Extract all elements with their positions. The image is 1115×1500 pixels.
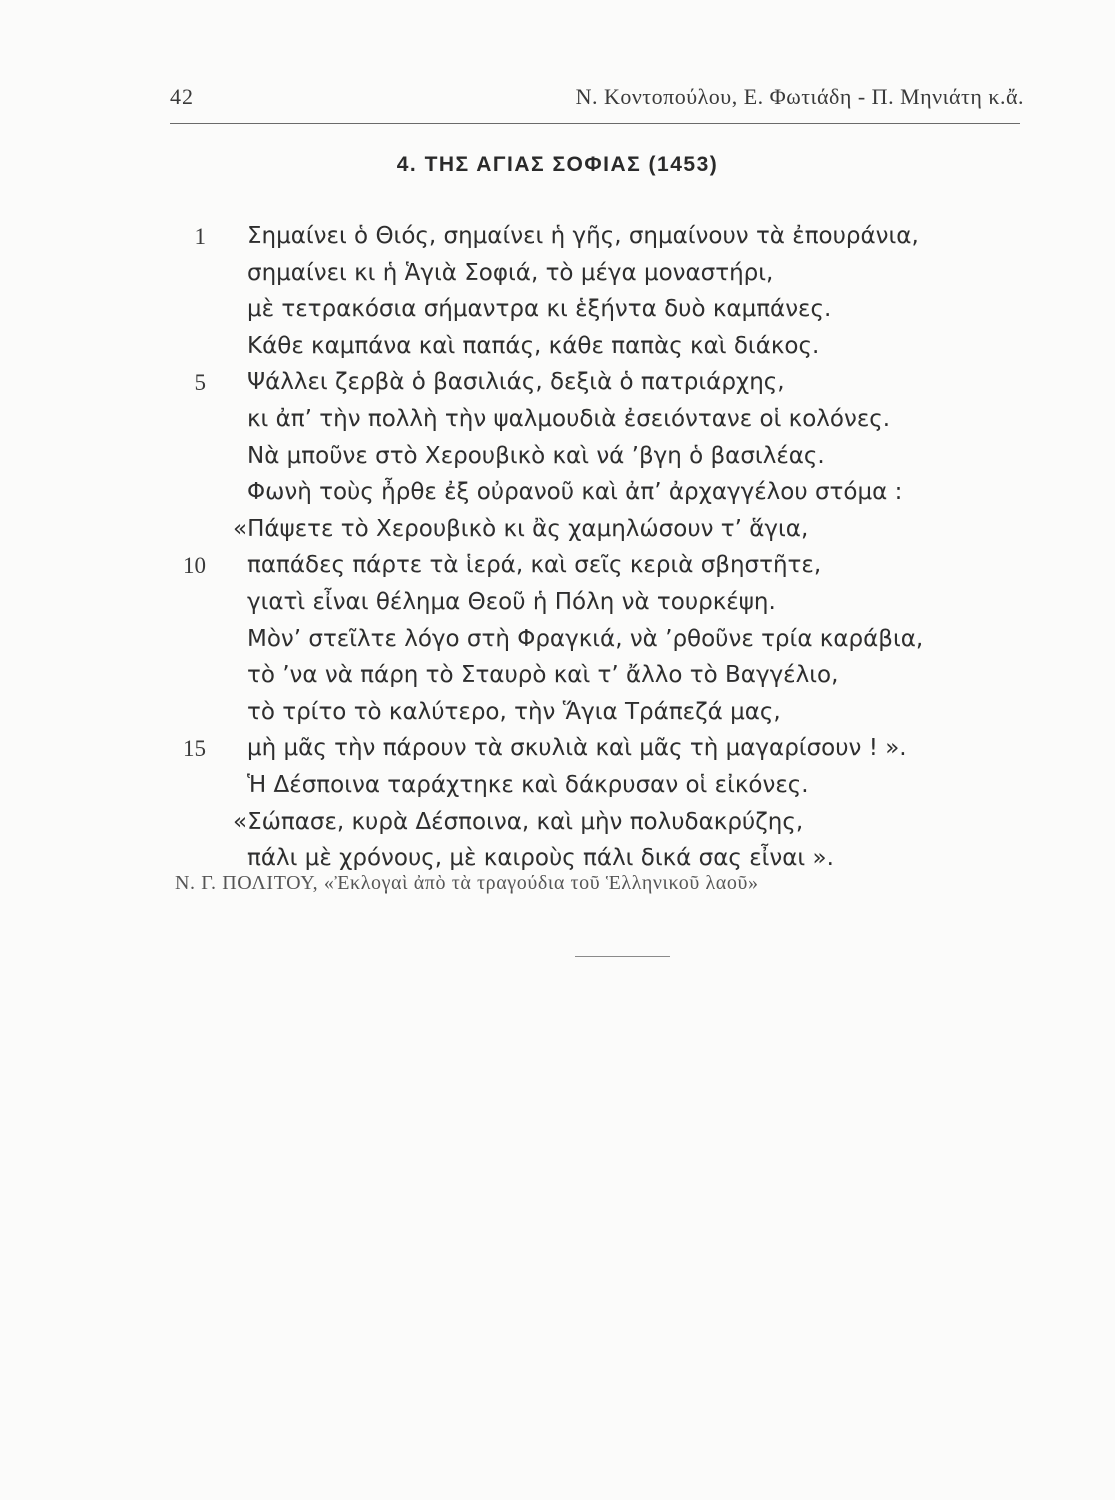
- verse-text: τὸ ’να νὰ πάρη τὸ Σταυρὸ καὶ τ’ ἄλλο τὸ Βαγγέλιο,: [247, 662, 839, 689]
- page-number: 42: [170, 84, 194, 109]
- verse-line: [0, 547, 1115, 584]
- verse-line: [0, 511, 1115, 548]
- verse-line: [0, 474, 1115, 511]
- end-rule: [575, 956, 670, 957]
- verse-line: [0, 401, 1115, 438]
- verse-line: [0, 218, 1115, 255]
- verse-text: γιατὶ εἶναι θέλημα Θεοῦ ἡ Πόλη νὰ τουρκέψη.: [247, 588, 776, 615]
- verse-line: [0, 328, 1115, 365]
- running-head: [170, 84, 1030, 114]
- verse-line: [0, 255, 1115, 292]
- verse-text: Σημαίνει ὁ Θιός, σημαίνει ἡ γῆς, σημαίνουν τὰ ἐπουράνια,: [247, 223, 919, 249]
- verse-text: σημαίνει κι ἡ Ἁγιὰ Σοφιά, τὸ μέγα μοναστήρι,: [247, 259, 774, 286]
- verse-line: [0, 730, 1115, 767]
- verse-text: Μὸν’ στεῖλτε λόγο στὴ Φραγκιά, νὰ ’ρθοῦνε τρία καράβια,: [247, 625, 924, 652]
- line-number: 5: [194, 370, 206, 396]
- verse-line: [0, 804, 1115, 841]
- line-number: 10: [183, 553, 206, 579]
- verse-line: [0, 657, 1115, 694]
- line-number: 15: [183, 736, 206, 762]
- verse-text: κι ἀπ’ τὴν πολλὴ τὴν ψαλμουδιὰ ἐσειόντανε οἱ κολόνες.: [247, 405, 891, 432]
- verse-text: «Σώπασε, κυρὰ Δέσποινα, καὶ μὴν πολυδακρύζης,: [233, 808, 804, 835]
- line-number: 1: [194, 224, 206, 249]
- verse-text: μὲ τετρακόσια σήμαντρα κι ἑξήντα δυὸ καμπάνες.: [247, 296, 832, 323]
- verse-text: Ψάλλει ζερβὰ ὁ βασιλιάς, δεξιὰ ὁ πατριάρχης,: [247, 369, 785, 396]
- verse-text: Κάθε καμπάνα καὶ παπάς, κάθε παπὰς καὶ διάκος.: [247, 332, 820, 359]
- verse-line: [0, 291, 1115, 328]
- source-citation: Ν. Γ. ΠΟΛΙΤΟΥ, «Ἐκλογαὶ ἀπὸ τὰ τραγούδια τοῦ Ἑλληνικοῦ λαοῦ»: [175, 872, 759, 894]
- verse-line: [0, 621, 1115, 658]
- verse-line: [0, 364, 1115, 401]
- verse-text: τὸ τρίτο τὸ καλύτερο, τὴν Ἅγια Τράπεζά μας,: [247, 698, 781, 725]
- verse-line: [0, 694, 1115, 731]
- header-rule: [170, 123, 1020, 124]
- verse-text: πάλι μὲ χρόνους, μὲ καιροὺς πάλι δικά σας εἶναι ».: [247, 845, 834, 872]
- verse-text: Νὰ μποῦνε στὸ Χερουβικὸ καὶ νά ’βγη ὁ βασιλέας.: [247, 442, 825, 469]
- verse-line: [0, 438, 1115, 475]
- poem-body: [0, 218, 1115, 877]
- verse-text: Φωνὴ τοὺς ἦρθε ἐξ οὐρανοῦ καὶ ἀπ’ ἀρχαγγέλου στόμα :: [247, 479, 903, 506]
- verse-text: «Πάψετε τὸ Χερουβικὸ κι ἂς χαμηλώσουν τ’ ἅγια,: [233, 515, 809, 542]
- verse-line: [0, 584, 1115, 621]
- verse-text: Ἡ Δέσποινα ταράχτηκε καὶ δάκρυσαν οἱ εἰκόνες.: [247, 771, 809, 798]
- poem-title: 4. ΤΗΣ ΑΓΙΑΣ ΣΟΦΙΑΣ (1453): [396, 153, 719, 176]
- running-title: Ν. Κοντοπούλου, Ε. Φωτιάδη - Π. Μηνιάτη κ.ἄ.: [575, 84, 1024, 109]
- verse-text: παπάδες πάρτε τὰ ἱερά, καὶ σεῖς κεριὰ σβηστῆτε,: [247, 552, 822, 579]
- verse-text: μὴ μᾶς τὴν πάρουν τὰ σκυλιὰ καὶ μᾶς τὴ μαγαρίσουν ! ».: [247, 735, 907, 762]
- verse-line: [0, 767, 1115, 804]
